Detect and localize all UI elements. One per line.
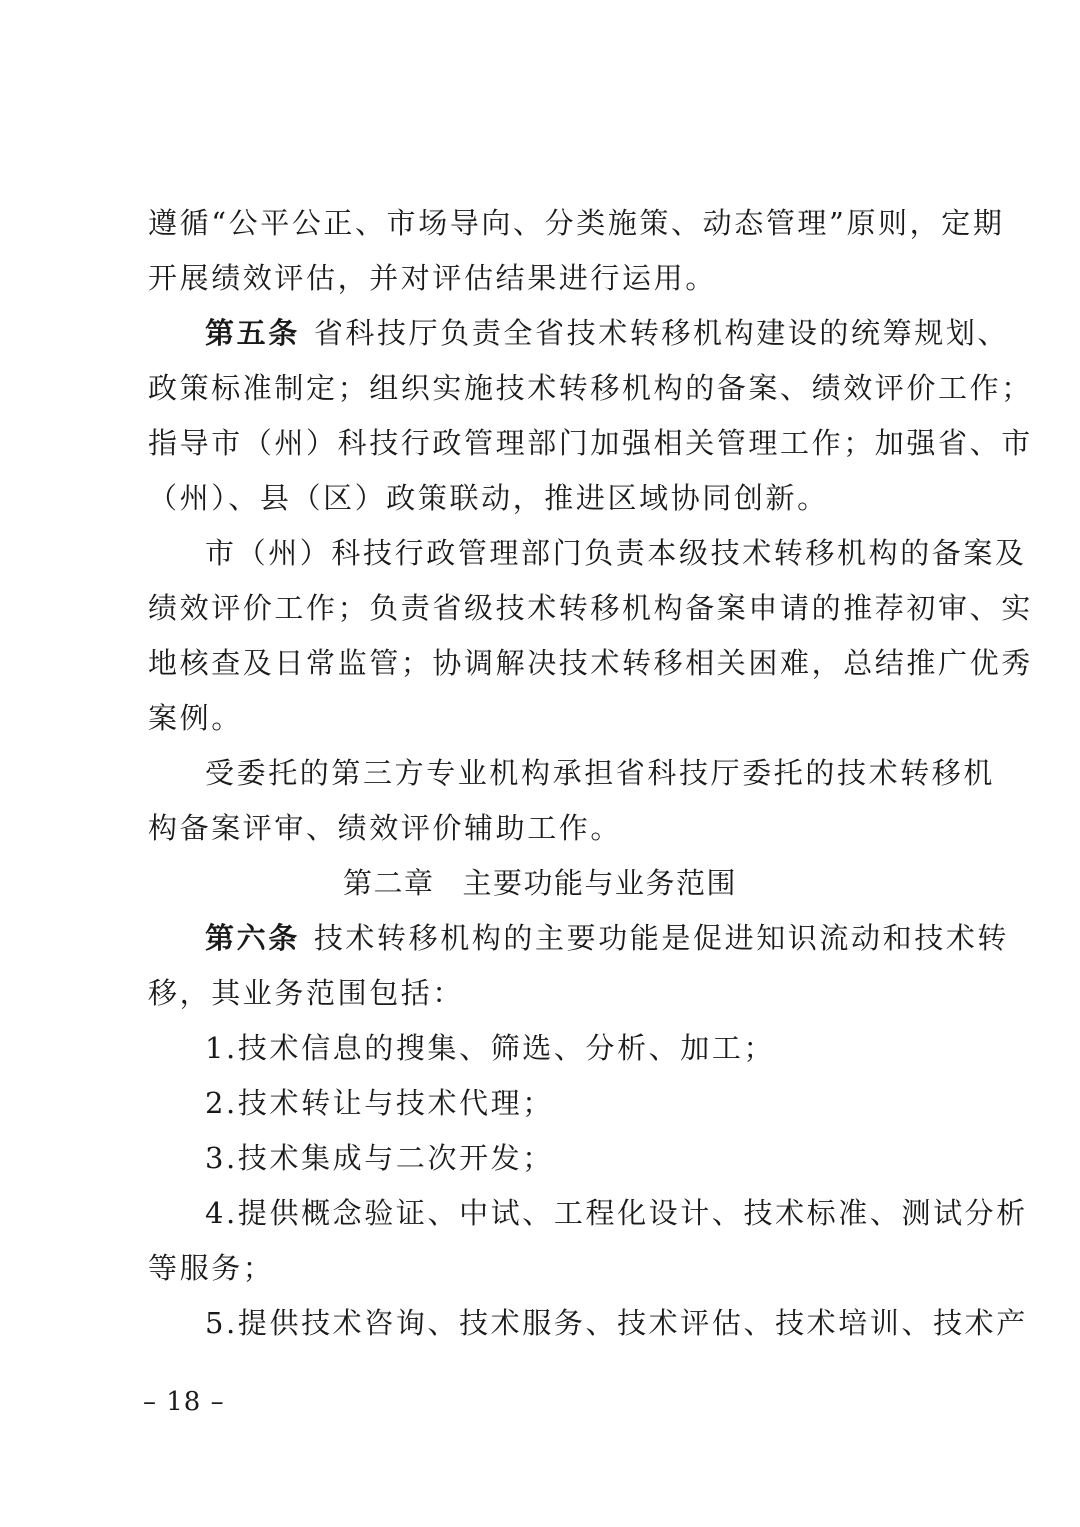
list-item: 2.技术转让与技术代理； (205, 1086, 554, 1120)
paragraph-line: 地核查及日常监管；协调解决技术转移相关困难，总结推广优秀 (148, 646, 1033, 680)
article-6-line (205, 918, 1010, 958)
paragraph-line: 案例。 (148, 701, 243, 735)
list-item: 4.提供概念验证、中试、工程化设计、技术标准、测试分析 (205, 1196, 1028, 1230)
list-item: 5.提供技术咨询、技术服务、技术评估、技术培训、技术产 (205, 1306, 1028, 1340)
paragraph-line: 受委托的第三方专业机构承担省科技厅委托的技术转移机 (205, 756, 996, 790)
article-text: 省科技厅负责全省技术转移机构建设的统筹规划、 (313, 316, 1010, 350)
article-label: 第五条 (205, 316, 300, 350)
paragraph-line: （州）、县（区）政策联动，推进区域协同创新。 (148, 481, 829, 515)
paragraph-line: 遵循“公平公正、市场导向、分类施策、动态管理”原则，定期 (148, 206, 1005, 240)
paragraph-line: 政策标准制定；组织实施技术转移机构的备案、绩效评价工作； (148, 371, 1033, 405)
article-text: 技术转移机构的主要功能是促进知识流动和技术转 (313, 921, 1010, 955)
chapter-title: 主要功能与业务范围 (462, 866, 738, 900)
paragraph-line: 移，其业务范围包括： (148, 976, 465, 1010)
article-5-line (205, 313, 1010, 353)
list-item-continuation: 等服务； (148, 1251, 275, 1285)
paragraph-line: 指导市（州）科技行政管理部门加强相关管理工作；加强省、市 (148, 426, 1033, 460)
chapter-heading (148, 863, 932, 903)
list-item: 1.技术信息的搜集、筛选、分析、加工； (205, 1031, 776, 1065)
page-number: – 18 – (143, 1387, 225, 1417)
article-label: 第六条 (205, 921, 300, 955)
paragraph-line: 构备案评审、绩效评价辅助工作。 (148, 811, 623, 845)
paragraph-line: 开展绩效评估，并对评估结果进行运用。 (148, 261, 717, 295)
paragraph-line: 市（州）科技行政管理部门负责本级技术转移机构的备案及 (205, 536, 1027, 570)
list-item: 3.技术集成与二次开发； (205, 1141, 554, 1175)
paragraph-line: 绩效评价工作；负责省级技术转移机构备案申请的推荐初审、实 (148, 591, 1033, 625)
chapter-number: 第二章 (342, 866, 435, 900)
